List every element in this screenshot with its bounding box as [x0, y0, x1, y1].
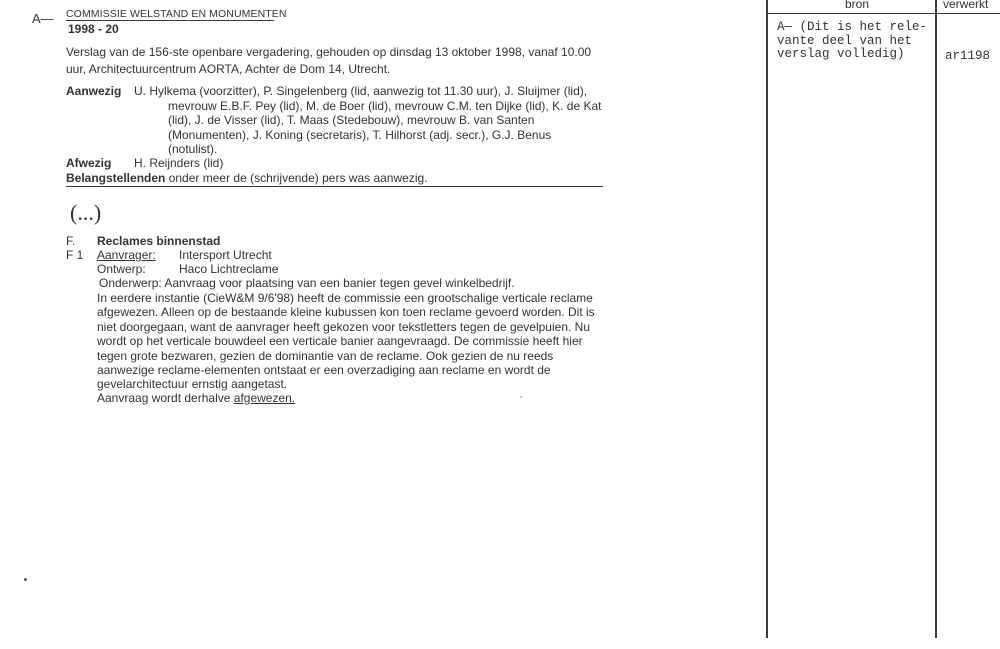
body-line-4: wordt op het verticale bouwdeel een verticale banier aangevraagd. De commissie heeft hier — [97, 334, 583, 348]
subject-label: Onderwerp: — [99, 276, 162, 290]
margin-mark: A— — [32, 11, 54, 26]
table-left-border — [766, 0, 768, 638]
note-line-2: vante deel van het — [777, 34, 913, 48]
section-letter: F. — [66, 234, 76, 248]
body-line-5: tegen grote bezwaren, gezien de dominantie van de reclame. Ook gezien de nu reeds — [97, 349, 554, 363]
section-divider — [66, 186, 603, 187]
report-number: 1998 - 20 — [68, 22, 119, 36]
note-line-3: verslag volledig) — [777, 47, 905, 61]
present-line-5: (notulist). — [168, 142, 218, 156]
conclusion — [97, 391, 295, 405]
subject-row — [99, 276, 515, 290]
body-line-2: afgewezen. Alleen op de bestaande kleine kubussen kon toen reclame gevoerd worden. Dit is — [97, 305, 595, 319]
item-number: F 1 — [66, 248, 84, 262]
present-line-2: mevrouw E.B.F. Pey (lid), M. de Boer (lid), mevrouw C.M. ten Dijke (lid), K. de Kat — [168, 99, 602, 113]
applicant-label: Aanvrager: — [97, 248, 156, 262]
body-line-1: In eerdere instantie (CieW&M 9/6'98) heeft de commissie een grootschalige verticale reclame — [97, 291, 593, 305]
subject-value: Aanvraag voor plaatsing van een banier tegen gevel winkelbedrijf. — [164, 276, 515, 290]
note-line-1: A— (Dit is het rele- — [777, 20, 928, 34]
table-column-divider — [935, 0, 937, 638]
column-header-verwerkt: verwerkt — [943, 0, 989, 11]
body-line-7: gevelarchitectuur ernstig aangetast. — [97, 377, 288, 391]
interested-label: Belangstellenden — [66, 171, 166, 185]
interested-row — [66, 171, 428, 185]
present-label: Aanwezig — [66, 84, 122, 98]
present-line-3: (lid), J. de Visser (lid), T. Maas (Stedebouw), mevrouw B. van Santen — [168, 113, 535, 127]
committee-name: COMMISSIE WELSTAND EN MONUMENTEN — [66, 8, 287, 20]
section-title: Reclames binnenstad — [97, 234, 221, 248]
absent-label: Afwezig — [66, 156, 112, 170]
ellipsis: (...) — [70, 200, 102, 225]
report-line-2: uur, Architectuurcentrum AORTA, Achter de Dom 14, Utrecht. — [66, 62, 391, 76]
committee-underline — [66, 20, 274, 21]
scan-speck — [520, 396, 522, 398]
design-label: Ontwerp: — [97, 262, 146, 276]
body-line-3: niet doorgegaan, want de aanvrager heeft gekozen voor tekstletters tegen de gevelpuien. Nu — [97, 320, 591, 334]
applicant-value: Intersport Utrecht — [179, 248, 272, 262]
report-line-1: Verslag van de 156-ste openbare vergadering, gehouden op dinsdag 13 oktober 1998, vanaf 10.00 — [66, 45, 592, 59]
conclusion-prefix: Aanvraag wordt derhalve — [97, 391, 231, 405]
design-value: Haco Lichtreclame — [179, 262, 279, 276]
present-line-1: U. Hylkema (voorzitter), P. Singelenberg (lid, aanwezig tot 11.30 uur), J. Sluijmer (lid), — [134, 84, 588, 98]
scan-speck — [24, 578, 27, 581]
absent-text: H. Reijnders (lid) — [134, 156, 224, 170]
column-header-bron: bron — [845, 0, 870, 11]
conclusion-verdict: afgewezen. — [233, 391, 296, 405]
archive-code: ar1198 — [945, 49, 991, 63]
body-line-6: aanwezige reclame-elementen ontstaat er een overzadiging aan reclame en wordt de — [97, 363, 551, 377]
present-line-4: (Monumenten), J. Koning (secretaris), T. Hilhorst (adj. secr.), G.J. Benus — [168, 128, 552, 142]
table-header-rule — [766, 13, 1000, 14]
interested-text: onder meer de (schrijvende) pers was aanwezig. — [168, 171, 428, 185]
